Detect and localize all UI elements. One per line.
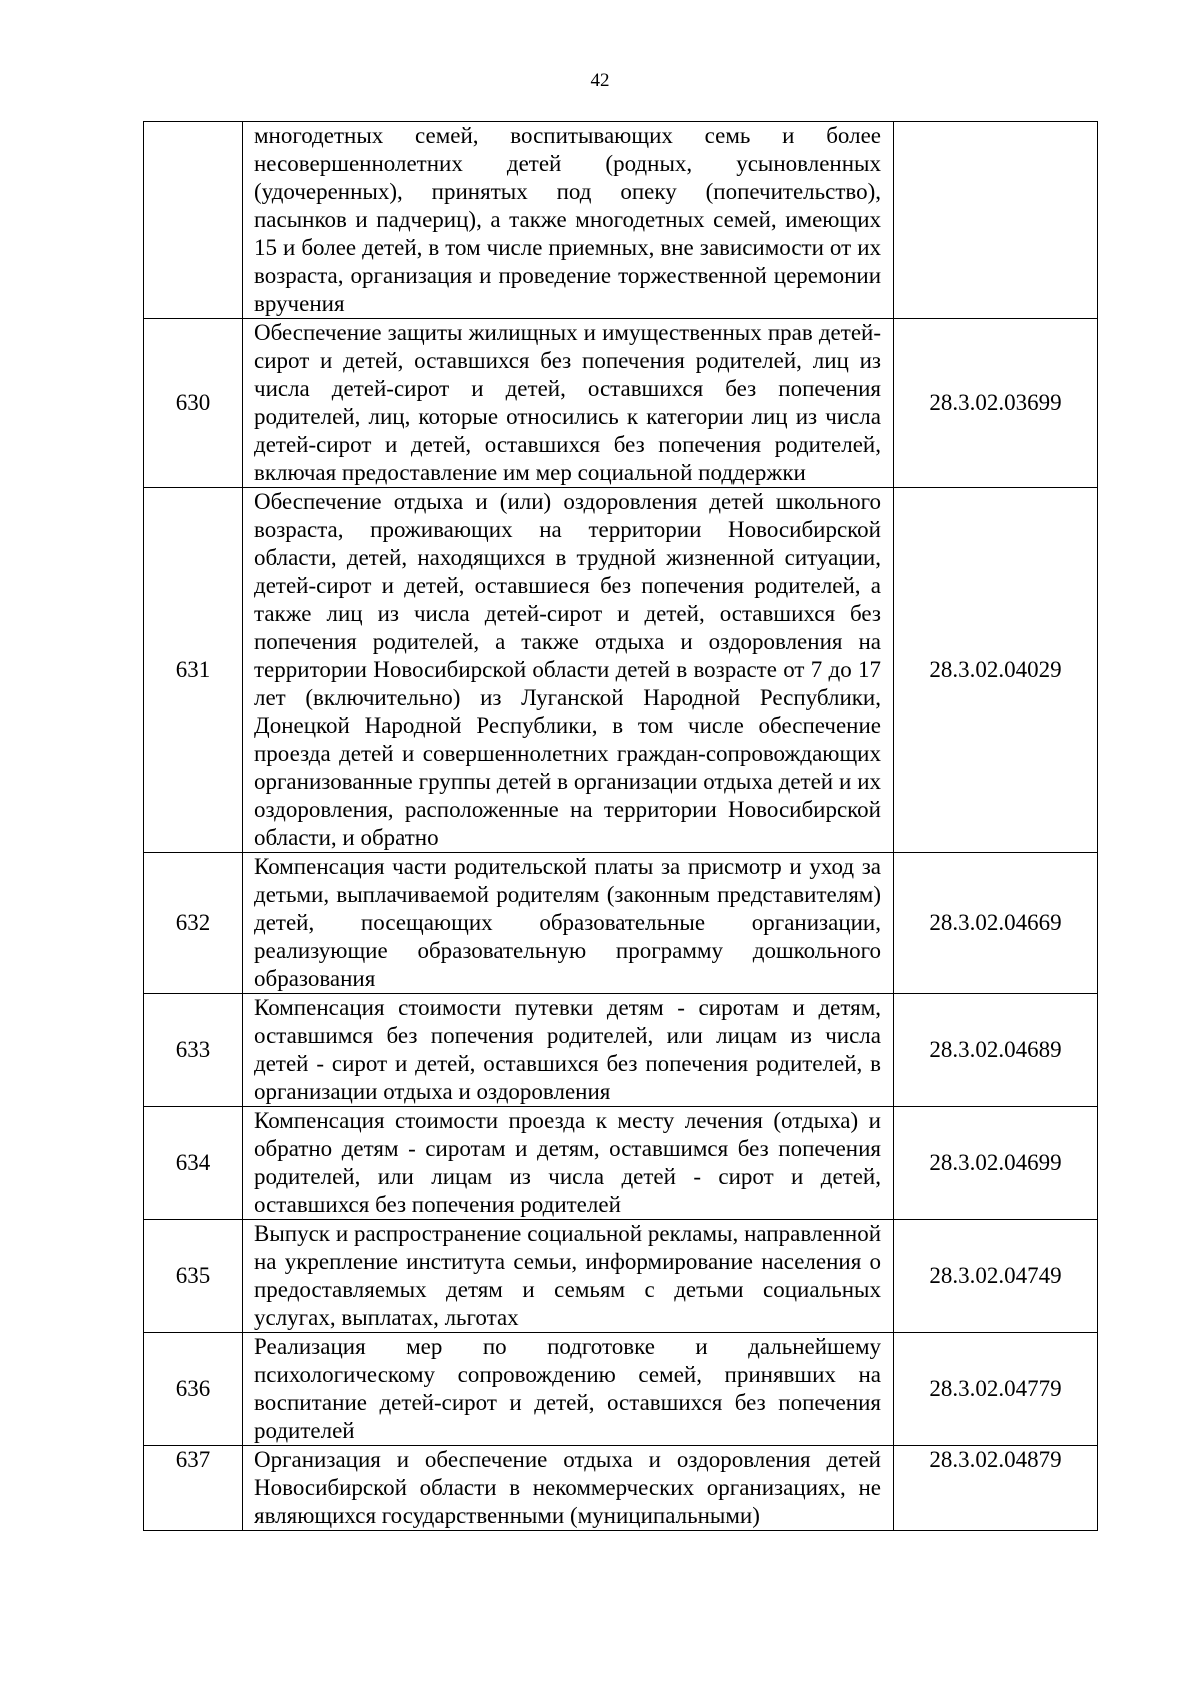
row-description [243,488,894,853]
row-code: 28.3.02.04699 [894,1107,1098,1220]
table-row [144,488,1098,853]
row-description-text: Компенсация части родительской платы за присмотр и уход за детьми, выплачиваемой родителям (законным представителям) детей, посещающих образовательные организации, реализующие образовательную программу дошкольного образования [254,854,881,991]
row-number: 633 [144,994,243,1107]
row-description-text: Обеспечение защиты жилищных и имущественных прав детей-сирот и детей, оставшихся без попечения родителей, лиц из числа детей-сирот и детей, оставшихся без попечения родителей, лиц, которые относились к категории лиц из числа детей-сирот и детей, оставшихся без попечения родителей, включая предоставление им мер социальной поддержки [254,320,881,485]
table-row [144,1107,1098,1220]
row-description [243,994,894,1107]
row-number: 630 [144,319,243,488]
row-description [243,1107,894,1220]
row-number: 636 [144,1333,243,1446]
row-description [243,1333,894,1446]
row-code: 28.3.02.04689 [894,994,1098,1107]
row-number: 634 [144,1107,243,1220]
table-row [144,1446,1098,1531]
table-row [144,319,1098,488]
table-row [144,1333,1098,1446]
row-number: 637 [144,1446,243,1531]
row-description-text: Выпуск и распространение социальной рекламы, направленной на укрепление института семьи, информирование населения о предоставляемых детям и семьям с детьми социальных услугах, выплатах, льготах [254,1221,881,1330]
row-description [243,122,894,319]
table-row [144,994,1098,1107]
row-code: 28.3.02.04749 [894,1220,1098,1333]
row-description [243,1220,894,1333]
row-description [243,319,894,488]
row-number [144,122,243,319]
row-description-text: многодетных семей, воспитывающих семь и более несовершеннолетних детей (родных, усыновленных (удочеренных), принятых под опеку (попечительство), пасынков и падчериц), а также многодетных семей, имеющих 15 и более детей, в том числе приемных, вне зависимости от их возраста, организация и проведение торжественной церемонии вручения [254,123,881,316]
row-code: 28.3.02.04879 [894,1446,1098,1531]
row-code: 28.3.02.04029 [894,488,1098,853]
row-code: 28.3.02.04669 [894,853,1098,994]
row-number: 632 [144,853,243,994]
row-description-text: Компенсация стоимости путевки детям - сиротам и детям, оставшимся без попечения родителей, или лицам из числа детей - сирот и детей, оставшихся без попечения родителей, в организации отдыха и оздоровления [254,995,881,1104]
row-code: 28.3.02.04779 [894,1333,1098,1446]
page-number: 42 [590,70,610,91]
row-description-text: Обеспечение отдыха и (или) оздоровления детей школьного возраста, проживающих на территории Новосибирской области, детей, находящихся в трудной жизненной ситуации, детей-сирот и детей, оставшиеся без попечения родителей, а также лиц из числа детей-сирот и детей, оставшихся без попечения родителей, а также отдыха и оздоровления на территории Новосибирской области детей в возрасте от 7 до 17 лет (включительно) из Луганской Народной Республики, Донецкой Народной Республики, в том числе обеспечение проезда детей и совершеннолетних граждан-сопровождающих организованные группы детей в организации отдыха детей и их оздоровления, расположенные на территории Новосибирской области, и обратно [254,489,881,850]
row-description-text: Реализация мер по подготовке и дальнейшему психологическому сопровождению семей, принявших на воспитание детей-сирот и детей, оставшихся без попечения родителей [254,1334,881,1443]
row-code [894,122,1098,319]
table-row [144,853,1098,994]
row-description-text: Компенсация стоимости проезда к месту лечения (отдыха) и обратно детям - сиротам и детям, оставшимся без попечения родителей, или лицам из числа детей - сирот и детей, оставшихся без попечения родителей [254,1108,881,1217]
row-number: 631 [144,488,243,853]
budget-code-table [143,121,1098,1531]
row-description [243,853,894,994]
row-number: 635 [144,1220,243,1333]
row-code: 28.3.02.03699 [894,319,1098,488]
table-row [144,122,1098,319]
row-description-text: Организация и обеспечение отдыха и оздоровления детей Новосибирской области в некоммерческих организациях, не являющихся государственными (муниципальными) [254,1447,881,1528]
table-row [144,1220,1098,1333]
row-description [243,1446,894,1531]
